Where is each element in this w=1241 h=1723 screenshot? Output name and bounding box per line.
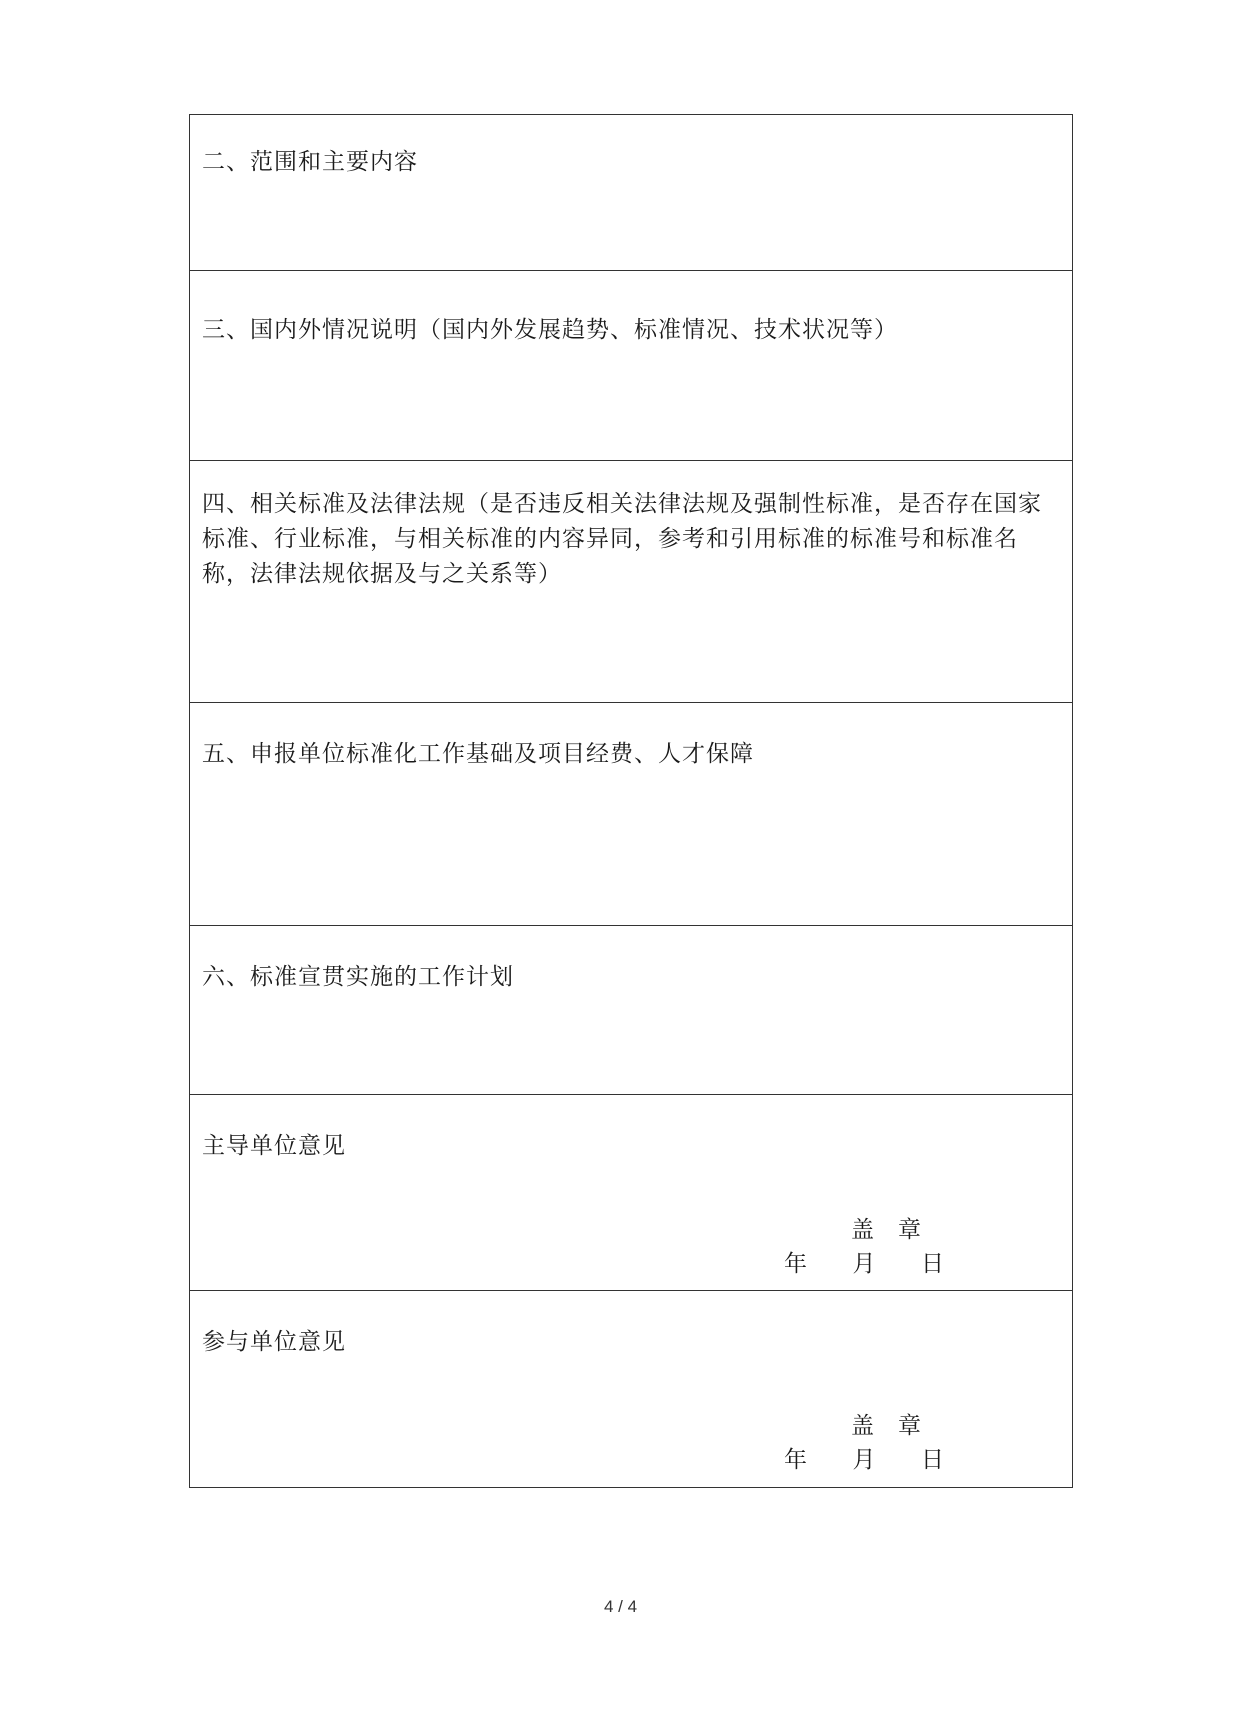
section-scope-label: 二、范围和主要内容 bbox=[202, 149, 418, 175]
participant-unit-date-line bbox=[784, 1443, 944, 1477]
lead-unit-opinion-label: 主导单位意见 bbox=[202, 1133, 346, 1159]
section-work-plan-label: 六、标准宣贯实施的工作计划 bbox=[202, 964, 514, 990]
participant-unit-opinion-label: 参与单位意见 bbox=[202, 1329, 346, 1355]
day-label: 日 bbox=[921, 1447, 944, 1473]
section-participant-unit-opinion bbox=[190, 1291, 1072, 1487]
section-related-standards bbox=[190, 461, 1072, 703]
section-unit-foundation-label: 五、申报单位标准化工作基础及项目经费、人才保障 bbox=[202, 741, 754, 767]
seal-char-1: 盖 bbox=[851, 1217, 876, 1243]
section-work-plan bbox=[190, 926, 1072, 1095]
section-lead-unit-opinion bbox=[190, 1095, 1072, 1291]
month-label: 月 bbox=[852, 1251, 876, 1277]
day-label: 日 bbox=[921, 1251, 944, 1277]
section-domestic-foreign-label: 三、国内外情况说明（国内外发展趋势、标准情况、技术状况等） bbox=[202, 317, 898, 343]
year-label: 年 bbox=[784, 1251, 807, 1277]
month-label: 月 bbox=[852, 1447, 876, 1473]
lead-unit-seal-line bbox=[802, 1213, 972, 1247]
seal-char-2: 章 bbox=[898, 1413, 923, 1439]
seal-char-2: 章 bbox=[898, 1217, 923, 1243]
year-label: 年 bbox=[784, 1447, 807, 1473]
lead-unit-seal-block bbox=[784, 1213, 972, 1281]
section-unit-foundation bbox=[190, 703, 1072, 926]
section-domestic-foreign bbox=[190, 271, 1072, 461]
participant-unit-seal-block bbox=[784, 1409, 972, 1477]
section-scope bbox=[190, 115, 1072, 271]
participant-unit-seal-line bbox=[802, 1409, 972, 1443]
section-related-standards-label: 四、相关标准及法律法规（是否违反相关法律法规及强制性标准，是否存在国家标准、行业标准，与相关标准的内容异同，参考和引用标准的标准号和标准名称，法律法规依据及与之关系等） bbox=[202, 491, 1042, 587]
page-number: 4 / 4 bbox=[603, 1597, 638, 1616]
application-form-table bbox=[189, 114, 1073, 1488]
seal-char-1: 盖 bbox=[851, 1413, 876, 1439]
lead-unit-date-line bbox=[784, 1247, 944, 1281]
